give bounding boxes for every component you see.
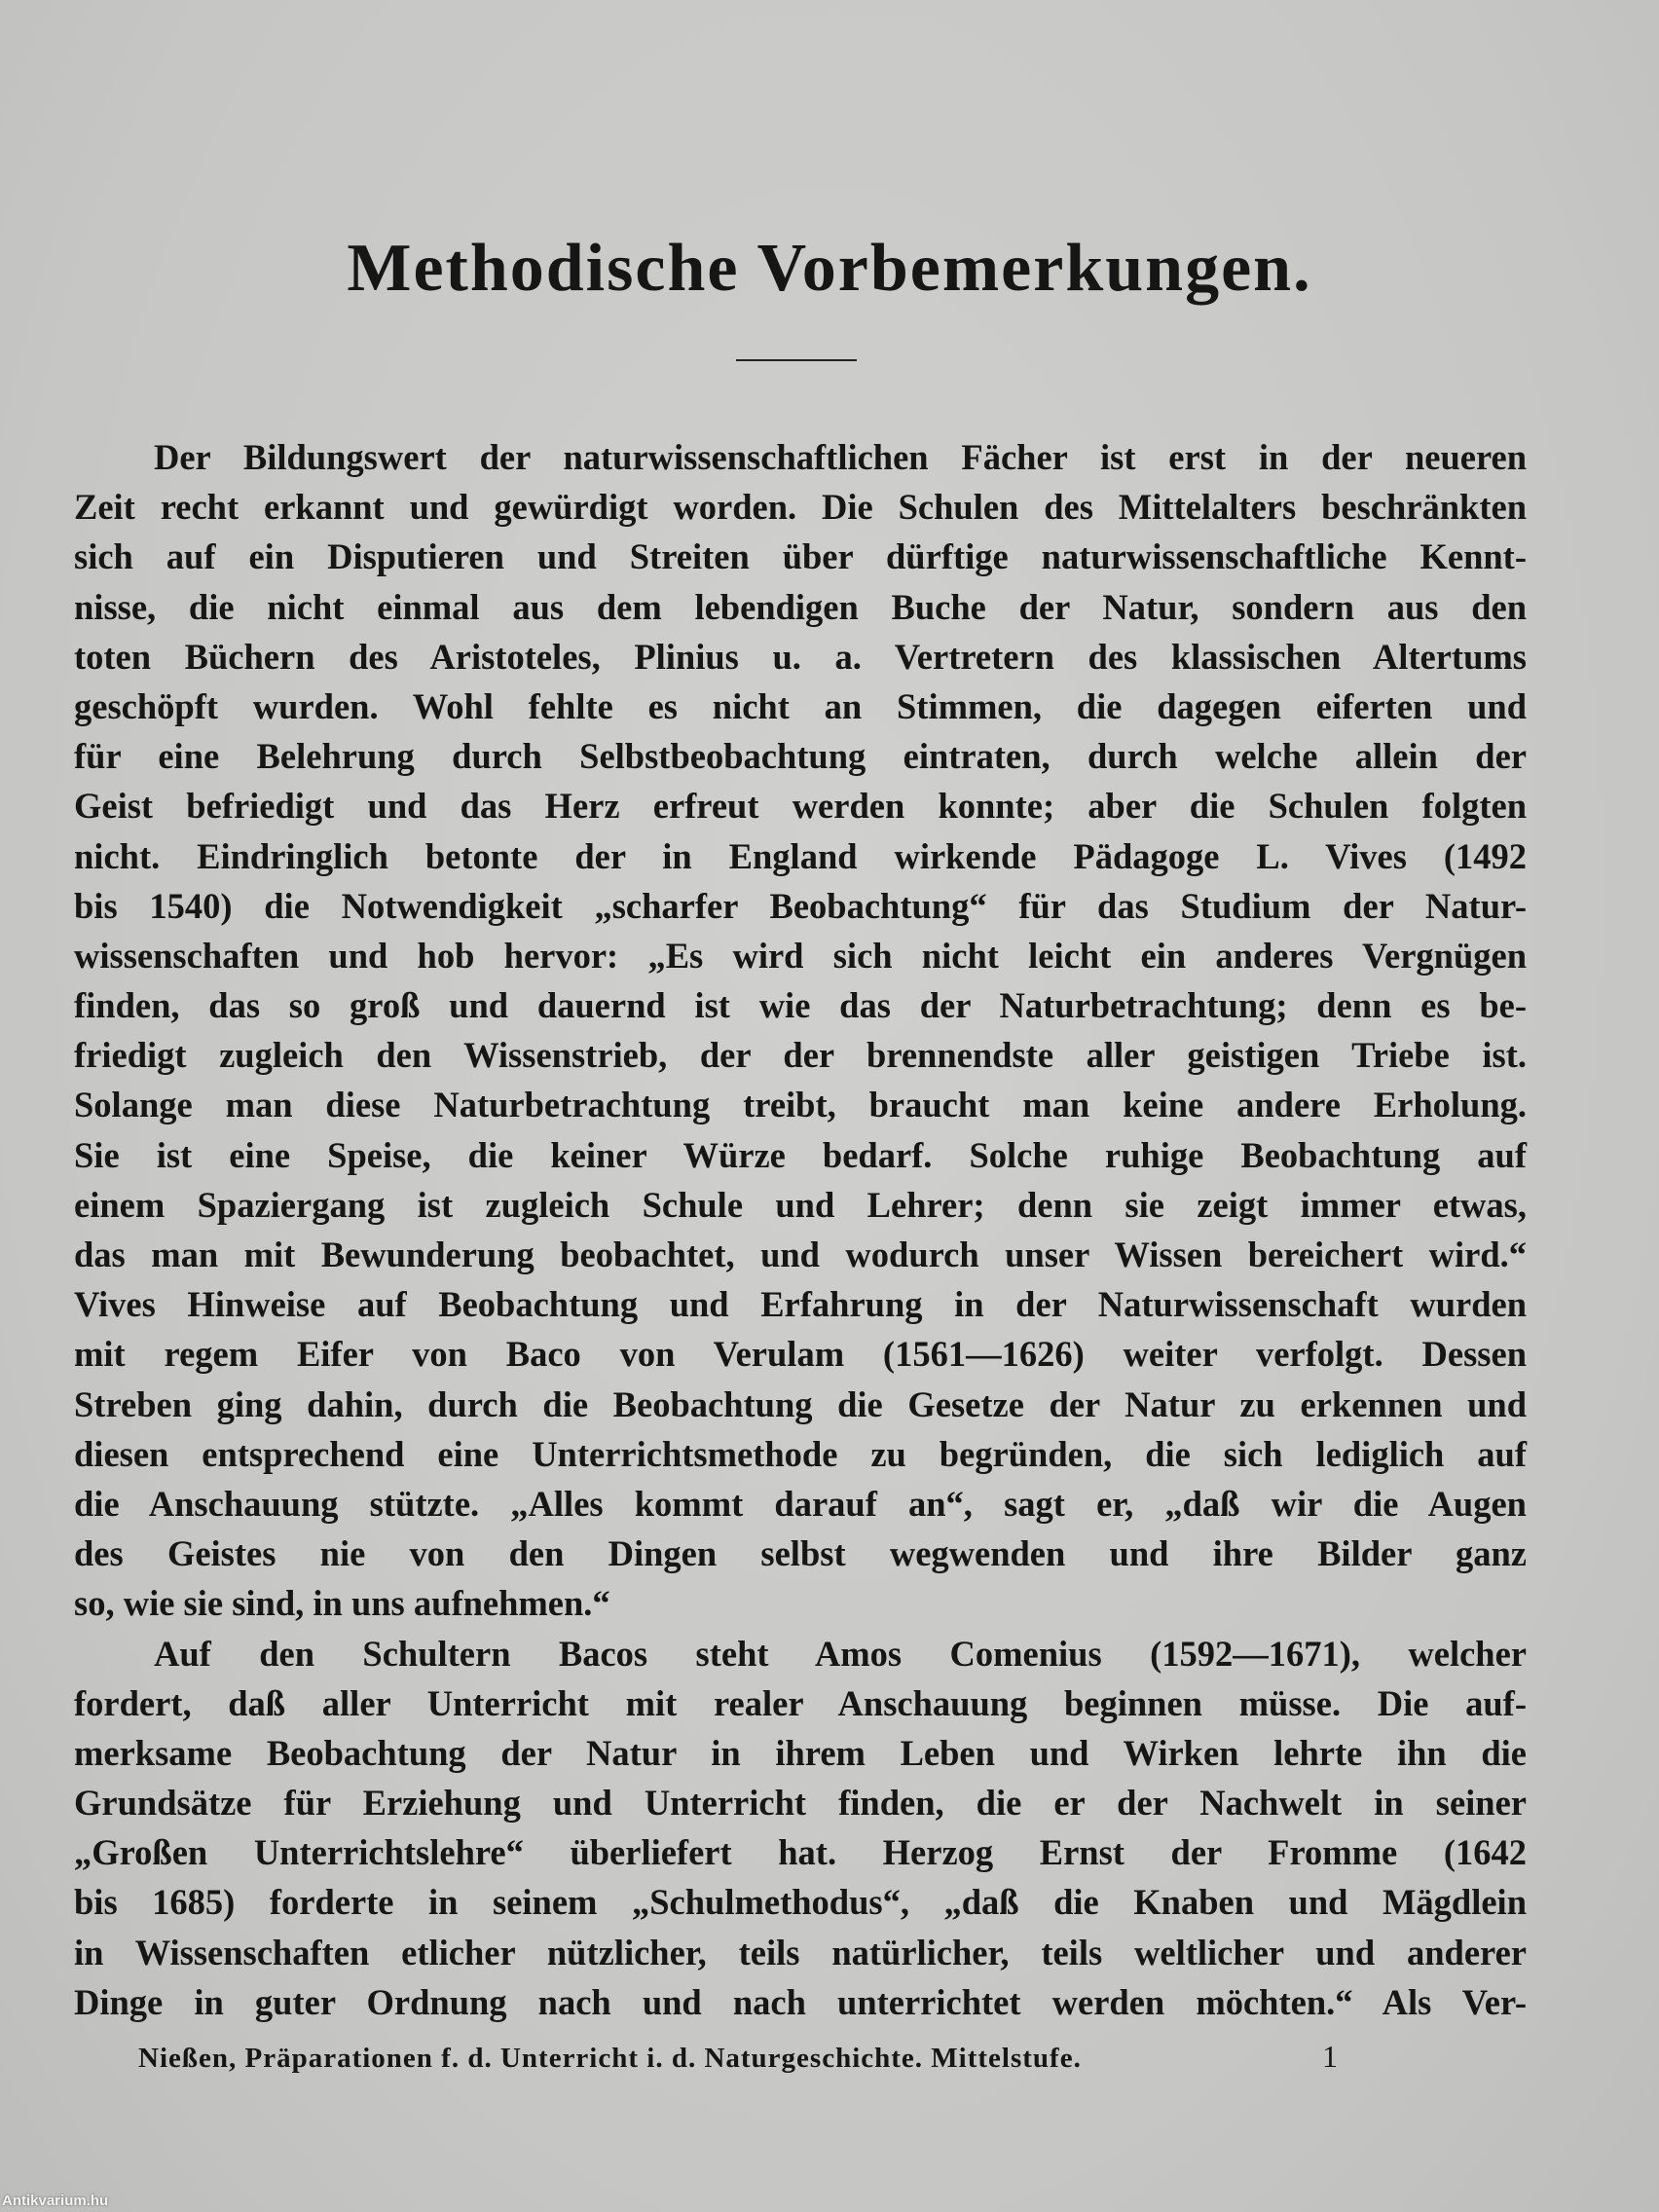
text-line: sich auf ein Disputieren und Streiten über dürftige naturwissenschaftliche Kennt- (74, 536, 1527, 577)
text-line: merksame Beobachtung der Natur in ihrem Leben und Wirken lehrte ihn die (74, 1732, 1527, 1773)
watermark: Antikvarium.hu (2, 2193, 109, 2209)
text-line: Zeit recht erkannt und gewürdigt worden. Die Schulen des Mittelalters beschränkten (74, 487, 1527, 528)
text-line: das man mit Bewunderung beobachtet, und wodurch unser Wissen bereichert wird.“ (74, 1235, 1527, 1274)
page-number: 1 (1322, 2039, 1338, 2074)
text-line: wissenschaften und hob hervor: „Es wird sich nicht leicht ein anderes Vergnügen (74, 935, 1527, 976)
text-line: diesen entsprechend eine Unterrichtsmethode zu begründen, die sich lediglich auf (74, 1433, 1527, 1474)
text-line: bis 1685) forderte in seinem „Schulmethodus“, „daß die Knaben und Mägdlein (74, 1882, 1527, 1923)
page-title: Methodische Vorbemerkungen. (347, 231, 1312, 306)
text-line: fordert, daß aller Unterricht mit realer Anschauung beginnen müsse. Die auf- (74, 1682, 1527, 1723)
text-line: Sie ist eine Speise, die keiner Würze bedarf. Solche ruhige Beobachtung auf (74, 1134, 1527, 1175)
text-line: Solange man diese Naturbetrachtung treibt, braucht man keine andere Erholung. (74, 1085, 1527, 1125)
title-divider (736, 359, 857, 361)
text-line: Grundsätze für Erziehung und Unterricht finden, die er der Nachwelt in seiner (74, 1783, 1527, 1824)
footer-signature-line: Nießen, Präparationen f. d. Unterricht i. d. Naturgeschichte. Mittelstufe. (138, 2043, 1082, 2074)
text-line: Auf den Schultern Bacos steht Amos Comenius (1592—1671), welcher (154, 1633, 1527, 1674)
text-line: toten Büchern des Aristoteles, Plinius u. a. Vertretern des klassischen Altertums (74, 636, 1527, 677)
text-line: Geist befriedigt und das Herz erfreut werden konnte; aber die Schulen folgten (74, 786, 1527, 827)
text-line: geschöpft wurden. Wohl fehlte es nicht an Stimmen, die dagegen eiferten und (74, 685, 1527, 726)
body-text (74, 432, 1527, 2027)
text-line: „Großen Unterrichtslehre“ überliefert hat. Herzog Ernst der Fromme (1642 (74, 1832, 1527, 1873)
text-line: in Wissenschaften etlicher nützlicher, teils natürlicher, teils weltlicher und anderer (74, 1932, 1527, 1972)
text-line: nicht. Eindringlich betonte der in England wirkende Pädagoge L. Vives (1492 (74, 835, 1527, 876)
text-line: Vives Hinweise auf Beobachtung und Erfahrung in der Naturwissenschaft wurden (74, 1284, 1527, 1325)
text-line: bis 1540) die Notwendigkeit „scharfer Beobachtung“ für das Studium der Natur- (74, 885, 1527, 926)
text-line: des Geistes nie von den Dingen selbst wegwenden und ihre Bilder ganz (74, 1533, 1527, 1574)
text-line: friedigt zugleich den Wissenstrieb, der der brennendste aller geistigen Triebe ist. (74, 1035, 1527, 1076)
text-line: finden, das so groß und dauernd ist wie das der Naturbetrachtung; denn es be- (74, 985, 1527, 1026)
text-line: so, wie sie sind, in uns aufnehmen.“ (74, 1583, 610, 1624)
text-line: einem Spaziergang ist zugleich Schule und Lehrer; denn sie zeigt immer etwas, (74, 1184, 1527, 1225)
text-line: mit regem Eifer von Baco von Verulam (1561—1626) weiter verfolgt. Dessen (74, 1334, 1527, 1375)
text-line: Dinge in guter Ordnung nach und nach unterrichtet werden möchten.“ Als Ver- (74, 1981, 1527, 2022)
text-line: Der Bildungswert der naturwissenschaftlichen Fächer ist erst in der neueren (154, 437, 1527, 477)
text-line: nisse, die nicht einmal aus dem lebendigen Buche der Natur, sondern aus den (74, 586, 1527, 627)
text-line: die Anschauung stützte. „Alles kommt darauf an“, sagt er, „daß wir die Augen (74, 1483, 1527, 1524)
text-line: Streben ging dahin, durch die Beobachtung die Gesetze der Natur zu erkennen und (74, 1383, 1527, 1424)
text-line: für eine Belehrung durch Selbstbeobachtung eintraten, durch welche allein der (74, 736, 1527, 777)
